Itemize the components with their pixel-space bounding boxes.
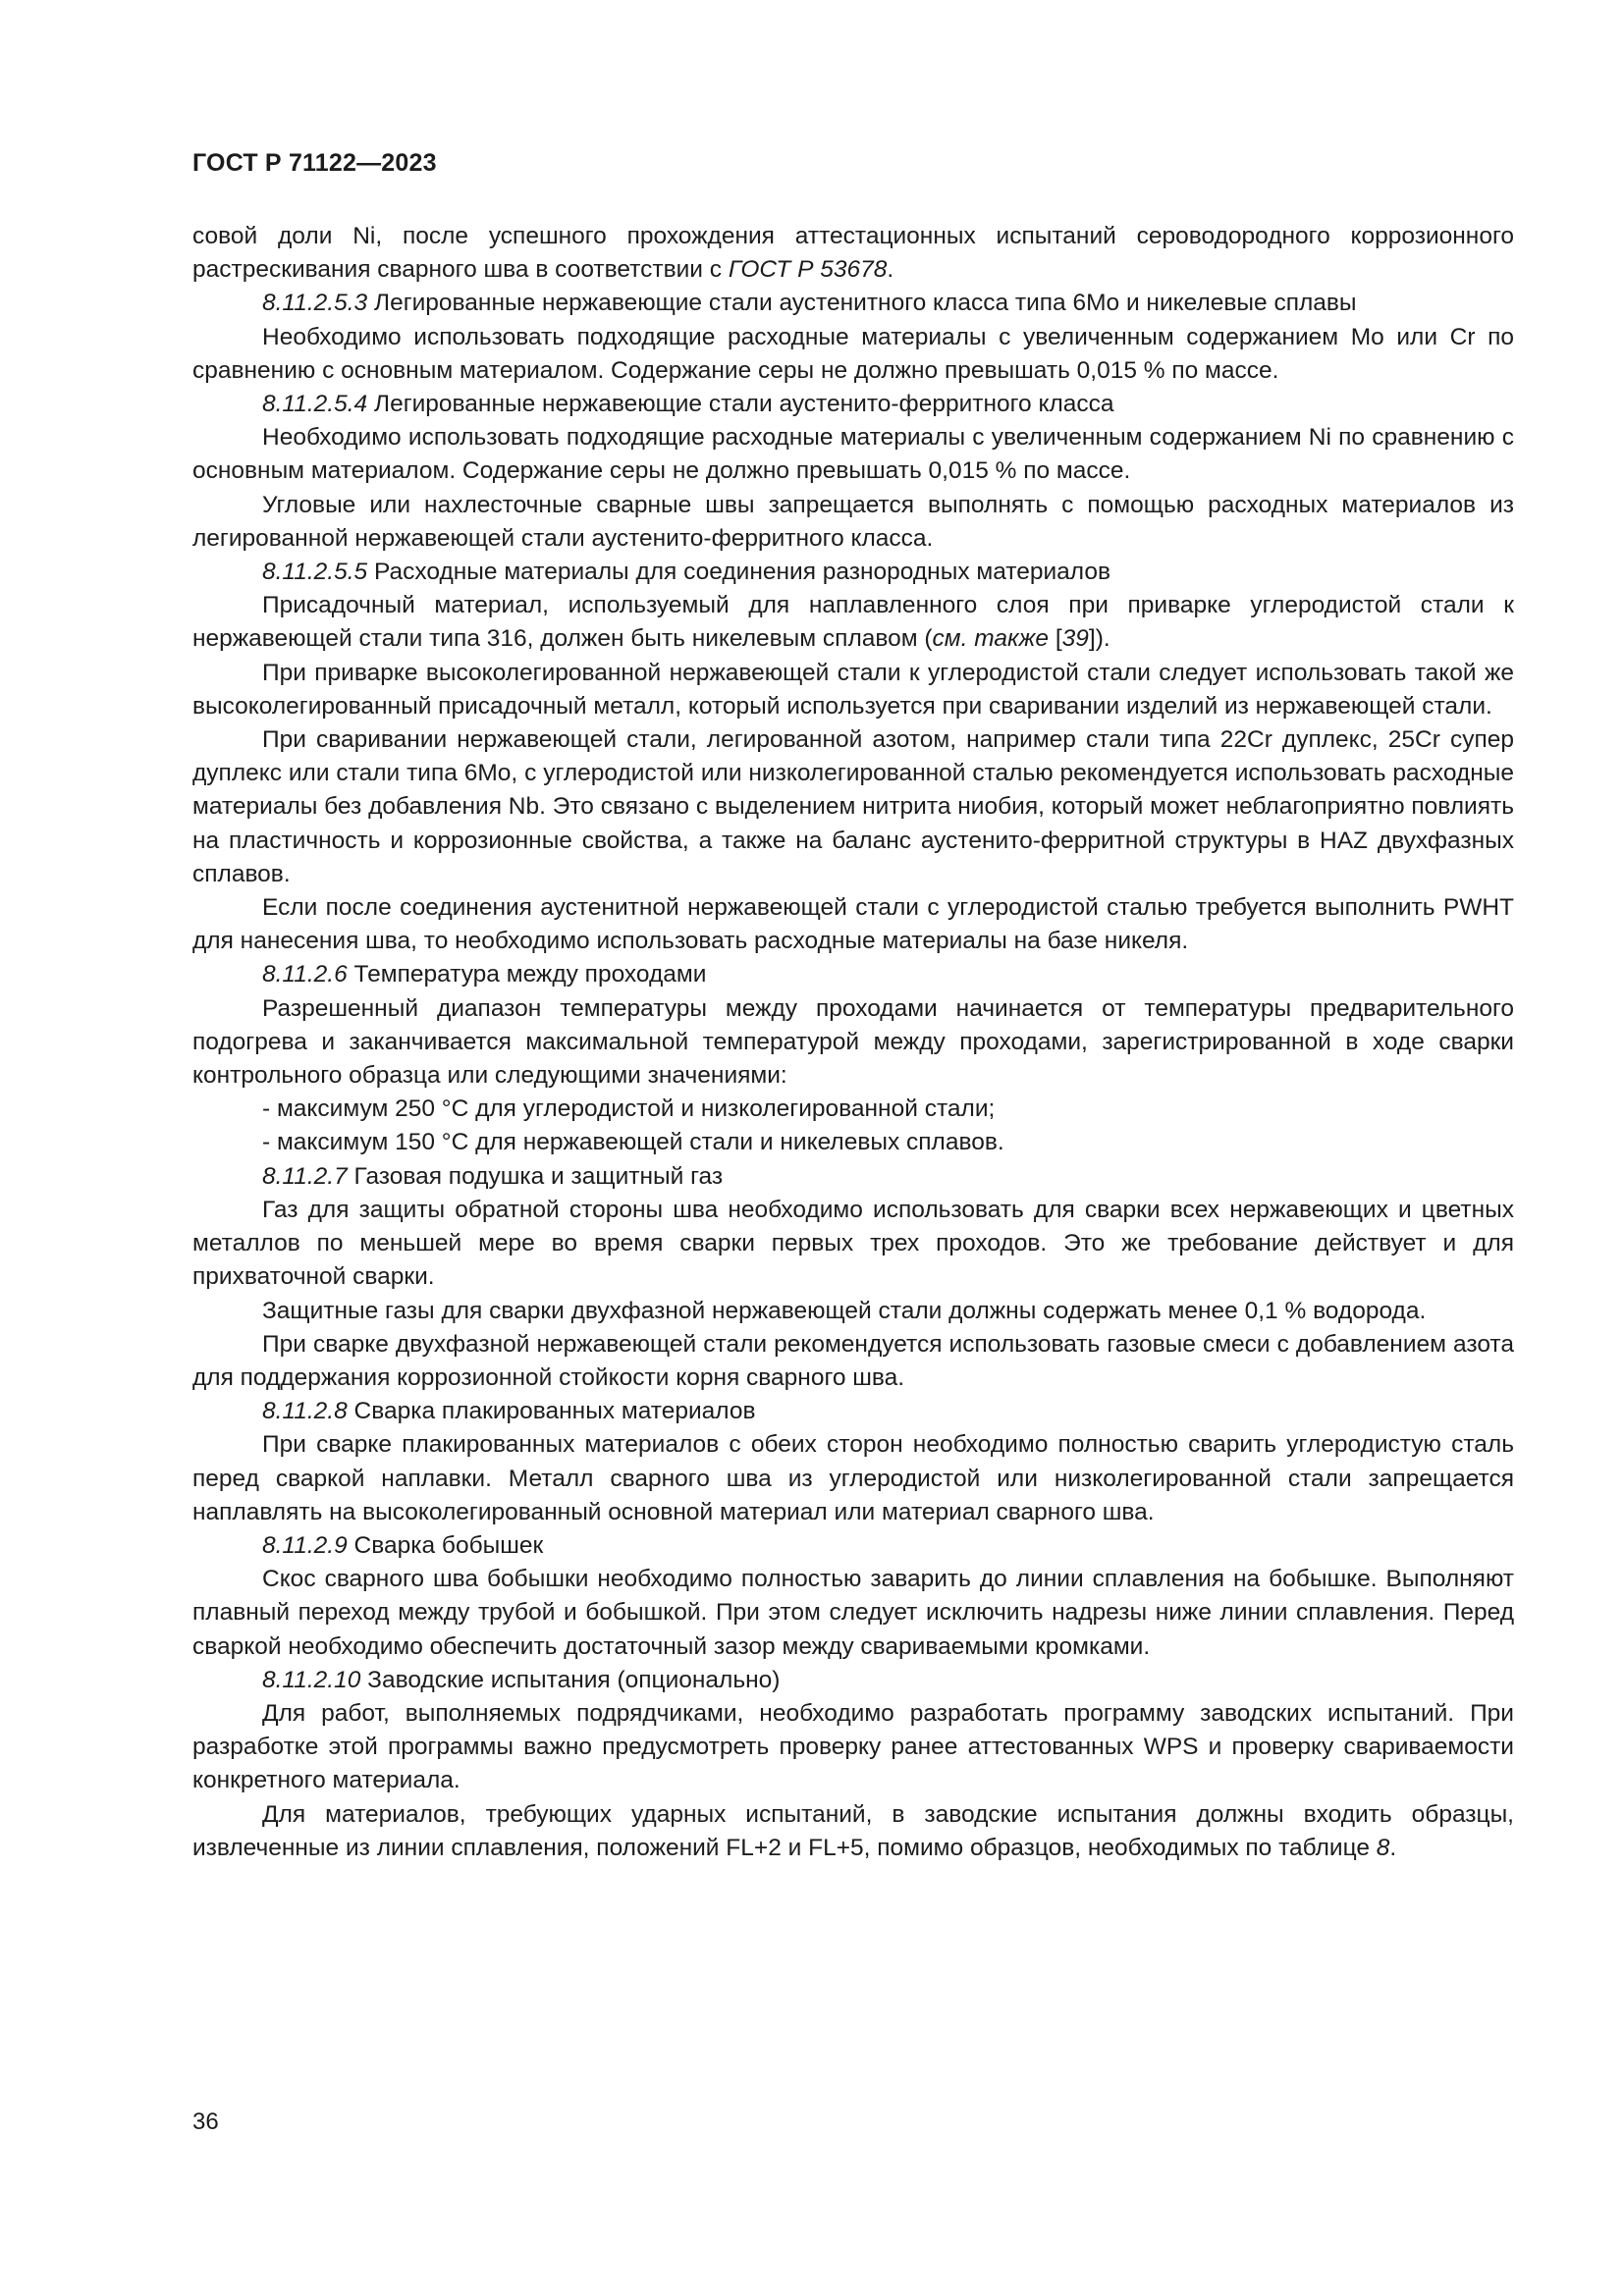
subsection-heading: 8.11.2.7 Газовая подушка и защитный газ bbox=[262, 1162, 724, 1190]
subsection-heading: 8.11.2.5.4 Легированные нержавеющие стали аустенито-ферритного класса bbox=[262, 391, 1114, 418]
subsection-heading: 8.11.2.5.5 Расходные материалы для соединения разнородных материалов bbox=[262, 559, 1111, 586]
paragraph: Если после соединения аустенитной нержавеющей стали с углеродистой сталью требуется выполнить PWHT для нанесения шва, то необходимо использовать расходные материалы на базе никеля. bbox=[192, 894, 1514, 955]
section-number: 8.11.2.9 bbox=[262, 1531, 348, 1559]
paragraph: Необходимо использовать подходящие расходные материалы с увеличенным содержанием Mo или Cr по сравнению с основным материалом. Содержание серы не должно превышать 0,015 % по массе. bbox=[192, 323, 1514, 384]
paragraph: Разрешенный диапазон температуры между проходами начинается от температуры предварительного подогрева и заканчивается максимальной температурой между проходами, зарегистрированной в ходе сварки контрольного образца или следующими значениями: bbox=[192, 994, 1514, 1090]
paragraph: При сварке плакированных материалов с обеих сторон необходимо полностью сварить углеродистую сталь перед сваркой наплавки. Металл сварного шва из углеродистой или низколегированной стали запрещается наплавлять на высоколегированный основной материал или материал сварного шва. bbox=[192, 1431, 1514, 1525]
bibliography-reference: 39 bbox=[1061, 625, 1089, 653]
paragraph: Для работ, выполняемых подрядчиками, необходимо разработать программу заводских испытаний. При разработке этой программы важно предусмотреть проверку ранее аттестованных WPS и проверку свариваемости конкретного материала. bbox=[192, 1699, 1514, 1794]
section-number: 8.11.2.5.5 bbox=[262, 559, 368, 586]
table-reference: 8 bbox=[1376, 1834, 1390, 1861]
section-number: 8.11.2.6 bbox=[262, 961, 348, 988]
section-number: 8.11.2.7 bbox=[262, 1162, 348, 1190]
paragraph: При сварке двухфазной нержавеющей стали рекомендуется использовать газовые смеси с добавлением азота для поддержания коррозионной стойкости корня сварного шва. bbox=[192, 1330, 1514, 1391]
page-number: 36 bbox=[192, 2109, 219, 2135]
paragraph: Скос сварного шва бобышки необходимо полностью заварить до линии сплавления на бобышке. Выполняют плавный переход между трубой и бобышкой. При этом следует исключить надрезы ниже линии сплавления. Перед сваркой необходимо обеспечить достаточный зазор между свариваемыми кромками. bbox=[192, 1566, 1514, 1660]
paragraph: При сваривании нержавеющей стали, легированной азотом, например стали типа 22Cr дуплекс, 25Cr супер дуплекс или стали типа 6Mo, с углеродистой или низколегированной сталью рекомендуется использовать расходные материалы без добавления Nb. Это связано с выделением нитрита ниобия, который может неблагоприятно повлиять на пластичность и коррозионные свойства, а также на баланс аустенито-ферритной структуры в HAZ двухфазных сплавов. bbox=[192, 726, 1514, 887]
paragraph: Для материалов, требующих ударных испытаний, в заводские испытания должны входить образцы, извлеченные из линии сплавления, положений FL+2 и FL+5, помимо образцов, необходимых по таблице 8. bbox=[192, 1800, 1514, 1861]
paragraph: Газ для защиты обратной стороны шва необходимо использовать для сварки всех нержавеющих и цветных металлов по меньшей мере во время сварки первых трех проходов. Это же требование действует и для прихваточной сварки. bbox=[192, 1196, 1514, 1291]
section-number: 8.11.2.10 bbox=[262, 1666, 361, 1693]
paragraph: Угловые или нахлесточные сварные швы запрещается выполнять с помощью расходных материалов из легированной нержавеющей стали аустенито-ферритного класса. bbox=[192, 491, 1514, 552]
paragraph: совой доли Ni, после успешного прохождения аттестационных испытаний сероводородного коррозионного растрескивания сварного шва в соответствии с ГОСТ Р 53678. bbox=[192, 223, 1514, 284]
list-item: - максимум 250 °С для углеродистой и низколегированной стали; bbox=[262, 1095, 996, 1123]
paragraph: Защитные газы для сварки двухфазной нержавеющей стали должны содержать менее 0,1 % водорода. bbox=[262, 1297, 1427, 1324]
standard-reference: ГОСТ Р 53678 bbox=[728, 256, 888, 284]
document-body bbox=[192, 220, 1514, 1865]
subsection-heading: 8.11.2.9 Сварка бобышек bbox=[262, 1531, 544, 1559]
section-number: 8.11.2.5.4 bbox=[262, 391, 368, 418]
paragraph: Необходимо использовать подходящие расходные материалы с увеличенным содержанием Ni по сравнению с основным материалом. Содержание серы не должно превышать 0,015 % по массе. bbox=[192, 424, 1514, 485]
list-item: - максимум 150 °С для нержавеющей стали и никелевых сплавов. bbox=[262, 1129, 1004, 1156]
document-header: ГОСТ Р 71122—2023 bbox=[192, 149, 437, 177]
section-number: 8.11.2.5.3 bbox=[262, 290, 368, 317]
see-also: см. также bbox=[932, 625, 1050, 653]
paragraph: При приварке высоколегированной нержавеющей стали к углеродистой стали следует использовать такой же высоколегированный присадочный металл, который используется при сваривании изделий из нержавеющей стали. bbox=[192, 659, 1514, 720]
subsection-heading: 8.11.2.5.3 Легированные нержавеющие стали аустенитного класса типа 6Mo и никелевые сплавы bbox=[262, 290, 1357, 317]
subsection-heading: 8.11.2.8 Сварка плакированных материалов bbox=[262, 1398, 756, 1425]
paragraph: Присадочный материал, используемый для наплавленного слоя при приварке углеродистой стали к нержавеющей стали типа 316, должен быть никелевым сплавом (см. также [39]). bbox=[192, 592, 1514, 653]
subsection-heading: 8.11.2.6 Температура между проходами bbox=[262, 961, 707, 988]
section-number: 8.11.2.8 bbox=[262, 1398, 348, 1425]
subsection-heading: 8.11.2.10 Заводские испытания (опционально) bbox=[262, 1666, 781, 1693]
